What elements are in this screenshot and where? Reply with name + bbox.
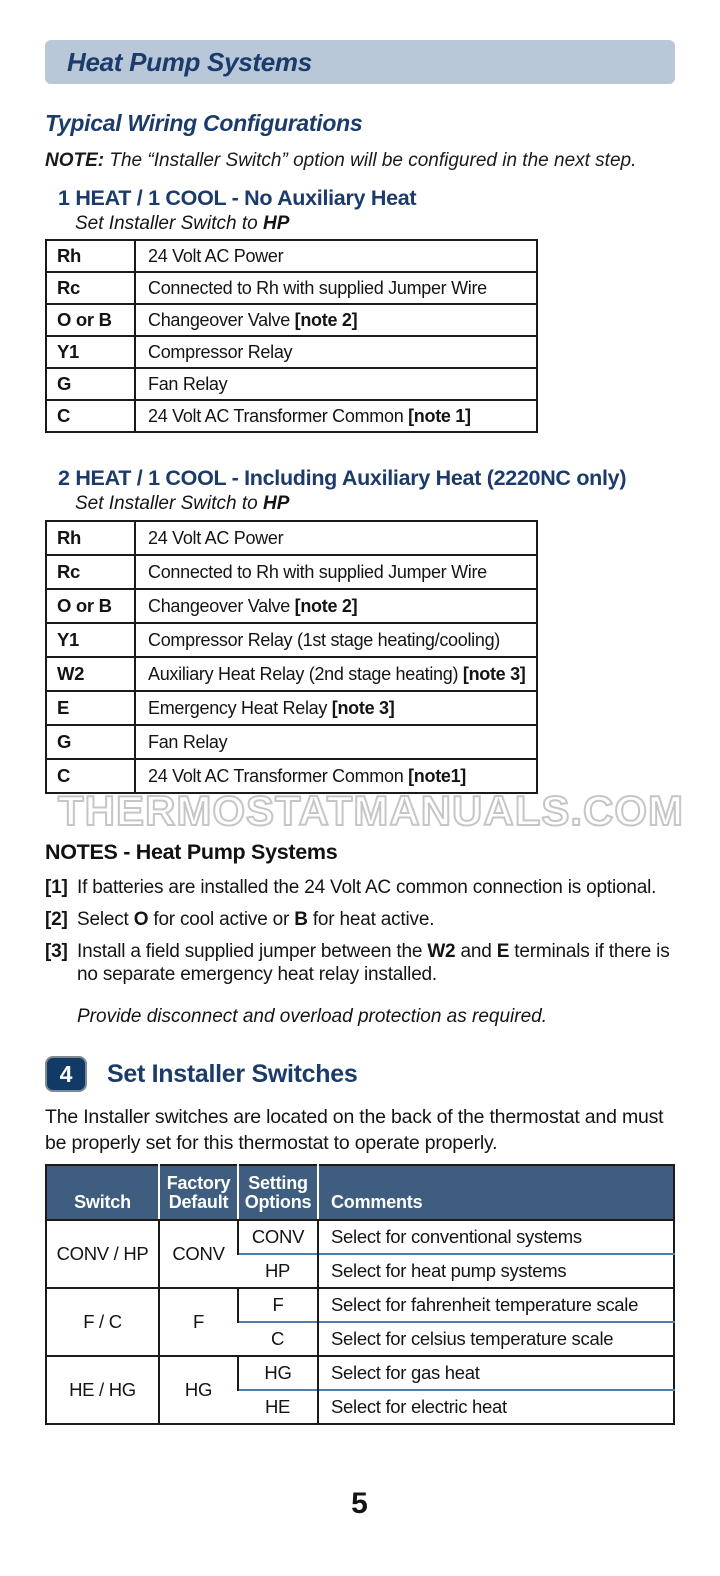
section-band: [45, 40, 675, 84]
table-row: [46, 400, 537, 432]
factory-default-cell: CONV: [159, 1220, 238, 1288]
table-row: [46, 368, 537, 400]
comment-cell: Select for gas heat: [318, 1356, 674, 1390]
description-cell: [135, 368, 537, 400]
table-row: [46, 725, 537, 759]
description-cell: [135, 691, 537, 725]
terminal-cell: W2: [46, 657, 135, 691]
subheading-text: Set Installer Switch to: [75, 493, 263, 514]
installer-switch-table: [45, 1164, 675, 1425]
terminal-cell: G: [46, 368, 135, 400]
text-segment: 24 Volt AC Transformer Common: [148, 405, 409, 426]
text-segment: W2: [427, 941, 456, 962]
table-row: [46, 272, 537, 304]
text-segment: If batteries are installed the 24 Volt AC common connection is optional.: [77, 877, 657, 898]
switch-group-row: [46, 1220, 674, 1254]
column-header: Switch: [46, 1165, 159, 1220]
text-segment: [note 3]: [462, 663, 526, 684]
text-segment: E: [496, 941, 510, 962]
text-segment: [note 2]: [294, 595, 358, 616]
text-segment: [note 3]: [331, 697, 395, 718]
terminal-cell: Y1: [46, 336, 135, 368]
note-item: [45, 940, 675, 986]
setting-option-cell: HE: [238, 1390, 318, 1424]
step-number-badge: [45, 1056, 87, 1092]
description-cell: [135, 304, 537, 336]
column-header: Factory Default: [159, 1165, 238, 1220]
note-text: [77, 876, 675, 899]
section1-subheading: [45, 213, 675, 235]
terminal-cell: Rc: [46, 555, 135, 589]
table-row: [46, 304, 537, 336]
notes-heading: NOTES - Heat Pump Systems: [45, 840, 338, 864]
step4-paragraph: The Installer switches are located on the back of the thermostat and must be properly set for this thermostat to operate properly.: [45, 1106, 664, 1154]
setting-option-cell: CONV: [238, 1220, 318, 1254]
terminal-cell: Y1: [46, 623, 135, 657]
description-cell: [135, 336, 537, 368]
text-segment: Compressor Relay: [148, 341, 293, 362]
switch-cell: HE / HG: [46, 1356, 159, 1424]
terminal-cell: Rc: [46, 272, 135, 304]
text-segment: Fan Relay: [148, 373, 228, 394]
note-number: [2]: [45, 909, 68, 930]
comment-cell: Select for celsius temperature scale: [318, 1322, 674, 1356]
description-cell: [135, 400, 537, 432]
text-segment: Install a field supplied jumper between the: [77, 941, 428, 962]
table-row: [46, 657, 537, 691]
comment-cell: Select for heat pump systems: [318, 1254, 674, 1288]
setting-option-cell: C: [238, 1322, 318, 1356]
step4-header-row: [45, 1056, 675, 1092]
text-segment: terminals if there is no separate emergency heat relay installed.: [77, 941, 670, 985]
switch-cell: F / C: [46, 1288, 159, 1356]
table-row: [46, 589, 537, 623]
table-row: [46, 623, 537, 657]
subheading-text: Set Installer Switch to: [75, 213, 263, 234]
text-segment: Changeover Valve: [148, 309, 295, 330]
setting-option-cell: HP: [238, 1254, 318, 1288]
text-segment: Select: [77, 909, 134, 930]
text-segment: for heat active.: [307, 909, 435, 930]
column-header: Setting Options: [238, 1165, 318, 1220]
text-segment: 24 Volt AC Transformer Common: [148, 765, 409, 786]
description-cell: [135, 623, 537, 657]
text-segment: Fan Relay: [148, 731, 228, 752]
description-cell: [135, 759, 537, 793]
terminal-cell: C: [46, 400, 135, 432]
switch-group-row: [46, 1288, 674, 1322]
terminal-cell: Rh: [46, 521, 135, 555]
table-row: [46, 336, 537, 368]
factory-default-cell: F: [159, 1288, 238, 1356]
terminal-cell: O or B: [46, 589, 135, 623]
description-cell: [135, 589, 537, 623]
terminal-cell: O or B: [46, 304, 135, 336]
description-cell: [135, 521, 537, 555]
comment-cell: Select for electric heat: [318, 1390, 674, 1424]
note-text: [77, 940, 675, 986]
note-item: [45, 876, 675, 899]
text-segment: [note 2]: [294, 309, 358, 330]
switch-table-header: [46, 1165, 674, 1220]
text-segment: 24 Volt AC Power: [148, 245, 284, 266]
switch-group-row: [46, 1356, 674, 1390]
terminal-cell: Rh: [46, 240, 135, 272]
text-segment: Connected to Rh with supplied Jumper Wire: [148, 561, 487, 582]
table-row: [46, 521, 537, 555]
switch-cell: CONV / HP: [46, 1220, 159, 1288]
text-segment: O: [133, 909, 149, 930]
note-number: [3]: [45, 941, 68, 962]
wiring-table-2-heat-1-cool: [45, 520, 538, 794]
wiring-table-1-heat-1-cool: [45, 239, 538, 433]
note-number: [1]: [45, 877, 68, 898]
text-segment: Auxiliary Heat Relay (2nd stage heating): [148, 663, 463, 684]
text-segment: [note 1]: [408, 405, 471, 426]
setting-option-cell: F: [238, 1288, 318, 1322]
page-number: 5: [351, 1487, 369, 1520]
provide-note: Provide disconnect and overload protection as required.: [77, 1006, 548, 1027]
text-segment: Emergency Heat Relay: [148, 697, 332, 718]
table-row: [46, 240, 537, 272]
text-segment: 24 Volt AC Power: [148, 527, 284, 548]
step4-heading: Set Installer Switches: [107, 1059, 358, 1088]
text-segment: Connected to Rh with supplied Jumper Wire: [148, 277, 487, 298]
section2-subheading: [45, 493, 675, 515]
terminal-cell: G: [46, 725, 135, 759]
text-segment: [note1]: [408, 765, 467, 786]
table-row: [46, 691, 537, 725]
comment-cell: Select for conventional systems: [318, 1220, 674, 1254]
table-row: [46, 759, 537, 793]
note-label: NOTE:: [45, 150, 105, 171]
comment-cell: Select for fahrenheit temperature scale: [318, 1288, 674, 1322]
setting-option-cell: HG: [238, 1356, 318, 1390]
description-cell: [135, 272, 537, 304]
section1-heading: 1 HEAT / 1 COOL - No Auxiliary Heat: [58, 186, 417, 210]
switch-table-body: [46, 1220, 674, 1424]
factory-default-cell: HG: [159, 1356, 238, 1424]
column-header: Comments: [318, 1165, 674, 1220]
band-title: Heat Pump Systems: [67, 46, 312, 77]
note-text: The “Installer Switch” option will be configured in the next step.: [104, 150, 637, 171]
text-segment: and: [455, 941, 497, 962]
note-text: [77, 908, 675, 931]
text-segment: Changeover Valve: [148, 595, 295, 616]
description-cell: [135, 725, 537, 759]
subheading-bold: HP: [262, 493, 290, 514]
description-cell: [135, 240, 537, 272]
step-number: 4: [59, 1060, 73, 1087]
section2-heading: 2 HEAT / 1 COOL - Including Auxiliary Heat (2220NC only): [58, 466, 627, 490]
note-line: [45, 150, 675, 172]
table-row: [46, 555, 537, 589]
description-cell: [135, 555, 537, 589]
subtitle: Typical Wiring Configurations: [45, 110, 363, 136]
notes-list: [45, 876, 675, 986]
terminal-cell: C: [46, 759, 135, 793]
subheading-bold: HP: [262, 213, 290, 234]
header-row: [46, 1165, 674, 1220]
text-segment: B: [294, 909, 308, 930]
terminal-cell: E: [46, 691, 135, 725]
text-segment: for cool active or: [148, 909, 295, 930]
manual-page: [0, 40, 720, 1576]
watermark: THERMOSTATMANUALS.COM: [58, 787, 685, 834]
text-segment: Compressor Relay (1st stage heating/cooling): [148, 629, 500, 650]
description-cell: [135, 657, 537, 691]
note-item: [45, 908, 675, 931]
